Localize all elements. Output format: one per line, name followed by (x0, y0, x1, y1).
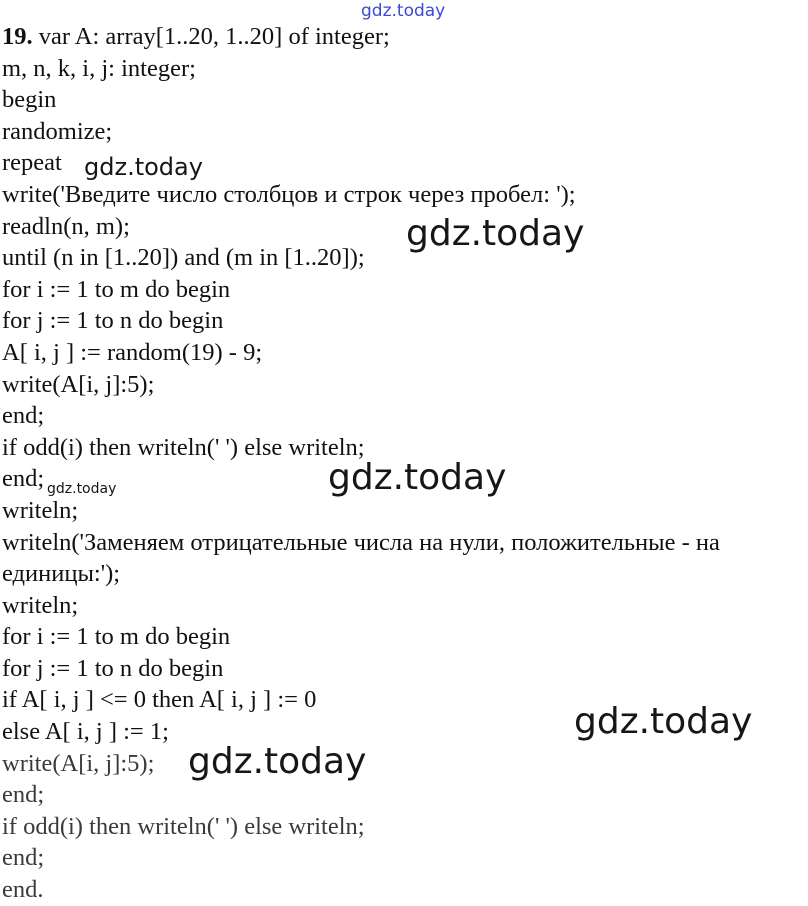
code-line-1-text: var A: array[1..20, 1..20] of integer; (32, 23, 390, 50)
code-line-25: end; (2, 781, 45, 809)
watermark: gdz.today (406, 213, 585, 254)
code-line-28: end. (2, 876, 44, 904)
code-line-12: write(A[i, j]:5); (2, 370, 155, 398)
code-line-18: единицы:'); (2, 560, 121, 588)
code-line-19: writeln; (2, 591, 79, 619)
watermark: gdz.today (328, 457, 507, 498)
code-line-15: end; (2, 465, 45, 493)
code-line-24: write(A[i, j]:5); (2, 749, 155, 777)
code-line-26: if odd(i) then writeln(' ') else writeln; (2, 812, 365, 840)
code-line-13: end; (2, 402, 45, 430)
watermark: gdz.today (47, 481, 117, 497)
code-line-11: A[ i, j ] := random(19) - 9; (2, 338, 263, 366)
code-line-3: begin (2, 86, 57, 114)
code-line-17: writeln('Заменяем отрицательные числа на нули, положительные - на (2, 528, 720, 556)
code-line-9: for i := 1 to m do begin (2, 275, 231, 303)
code-line-23: else A[ i, j ] := 1; (2, 718, 169, 746)
code-line-4: randomize; (2, 117, 113, 145)
code-line-5: repeat (2, 149, 62, 177)
problem-number: 19. (2, 23, 33, 50)
watermark: gdz.today (188, 741, 367, 782)
code-line-22: if A[ i, j ] <= 0 then A[ i, j ] := 0 (2, 686, 317, 714)
code-line-14: if odd(i) then writeln(' ') else writeln; (2, 433, 365, 461)
code-line-10: for j := 1 to n do begin (2, 307, 224, 335)
watermark: gdz.today (84, 153, 203, 181)
code-line-1 (2, 21, 720, 53)
code-line-2: m, n, k, i, j: integer; (2, 54, 196, 82)
watermark-top: gdz.today (361, 1, 446, 21)
code-line-16: writeln; (2, 496, 79, 524)
code-line-8: until (n in [1..20]) and (m in [1..20]); (2, 244, 365, 272)
code-line-27: end; (2, 844, 45, 872)
code-line-7: readln(n, m); (2, 212, 130, 240)
code-line-20: for i := 1 to m do begin (2, 623, 231, 651)
code-line-6: write('Введите число столбцов и строк через пробел: '); (2, 180, 576, 208)
code-line-21: for j := 1 to n do begin (2, 654, 224, 682)
watermark: gdz.today (574, 701, 753, 742)
